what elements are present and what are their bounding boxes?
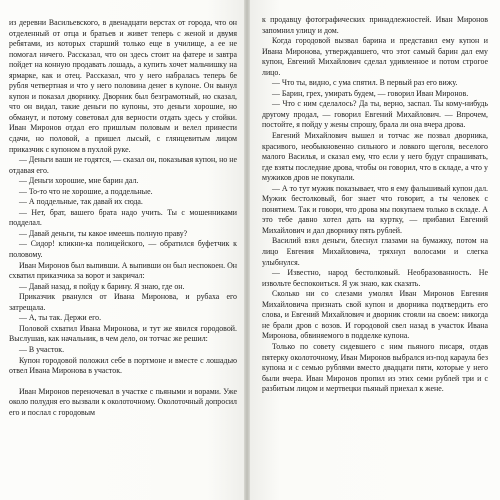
paragraph: Когда городовой вызвал барина и представил ему купон и Ивана Миронова, утверждавшего, что этот самый барин дал ему купон, Евгений Михайлович сделал удивленное и потом строгое лицо. xyxy=(262,36,488,77)
paragraph: — А, ты так. Держи его. xyxy=(19,313,102,323)
paragraph: Приказчик рванулся от Ивана Миронова, и рубаха его затрещала. xyxy=(9,292,237,312)
paragraph: — Деньги ваши не годятся, — сказал он, показывая купон, но не отдавая его. xyxy=(9,155,237,175)
paragraph: — Известно, народ бестолковый. Необразованность. Не извольте беспокоиться. Я уж знаю, как сказать. xyxy=(262,268,488,288)
paragraph: — Что ты, видно, с ума спятил. В первый раз его вижу. xyxy=(272,78,458,88)
paragraph: Купон городовой положил себе в портмоне и вместе с лошадью отвел Ивана Миронова в участок. xyxy=(9,355,237,376)
paragraph: Евгений Михайлович вышел и тотчас же позвал дворника, красивого, необыкновенно сильного и ловкого щеголя, веселого малого Василья, и сказал ему, что если у него будут спрашивать, где взяты последние дрова, чтобы он говорил, что в складе, а что у мужиков дров не покупали. xyxy=(262,131,488,183)
paragraph: Только по совету сидевшего с ним пьяного писаря, отдав пятерку околоточному, Иван Миронов выбрался из-под караула без купона и с семью рублями вместо двадцати пяти, которые у него были вчера. Иван Миронов пропил из этих семи рублей три и с разбитым лицом и мертвецки пьяный приехал к жене. xyxy=(262,341,488,394)
paragraph: из деревни Васильевского, в двенадцати верстах от города, что он отделенный от отца и братьев и живет теперь с женой и двумя ребятами, из которых старший только еще в училище, а ее не помогал ничего. Рассказал, что он здесь стоит на фатере и завтра пойдет на конную продавать лошадь, а купить хочет мальчишку на ярмарке, как и отец. Рассказал, что у него набралась теперь бе рубля четвертная и что у него половина денег в купоне. Он вынул купон и показал дворнику. Дворник был безграмотный, но сказал, что он видал, такие деньги по купоны, это деньги хорошие, но обманут, и потому советовал для верности отдать здесь у стойки. Иван Миронов отдал его пришлым половым и велел принести сдачи, но половой, а пришел лысый, с глянцевитым лицом приказчик с купоном в пухлой руке. xyxy=(9,18,237,154)
right-page-text xyxy=(262,15,488,395)
paragraph: Половой схватил Ивана Миронова, и тут же явился городовой. Выслушав, как начальник, в чем дело, он тотчас же решил: xyxy=(9,323,237,344)
paragraph: — Нет, брат, вашего брата надо учить. Ты с мошенниками подделал. xyxy=(9,207,237,228)
paragraph: к продавцу фотографических принадлежностей. Иван Миронов запомнил улицу и дом. xyxy=(262,15,488,35)
right-page xyxy=(250,0,500,500)
paragraph: — Барин, грех, умирать будем, — говорил Иван Миронов. xyxy=(272,88,469,98)
paragraph: — А то тут мужик показывает, что я ему фальшивый купон дал. Мужик бестолковый, бог знает что говорит, а ты человек с понятием. Так и говори, что дрова мы покупаем только в складе. А это тебе давно хотел дать на куртку, — прибавил Евгений Михайлович и дал дворнику пять рублей. xyxy=(262,183,488,235)
paragraph: Сколько ни со слезами умолял Иван Миронов Евгения Михайловича признать свой купон и дворника подтвердить его слова, и Евгений Михайлович и дворник стояли на своем: никогда не брали дров с возов. И городовой свел назад в участок Ивана Миронова, обвиняемого в подделке купона. xyxy=(262,289,488,341)
paragraph: — То-то что не хорошие, а поддельные. xyxy=(19,186,153,196)
paragraph: — Давай назад, я пойду к барину. Я знаю, где он. xyxy=(19,281,185,291)
paragraph: Василий взял деньги, блеснул глазами на бумажку, потом на лицо Евгения Михайловича, тряхнул волосами и слегка улыбнулся. xyxy=(262,236,488,267)
paragraph: Иван Миронов переночевал в участке с пьяными и ворами. Уже около полудня его вызвали к околоточному. Околоточный допросил его и послал с городовым xyxy=(9,386,237,417)
paragraph: — Давай деньги, ты какое имеешь полную праву? xyxy=(19,228,188,238)
left-page xyxy=(0,0,244,500)
paragraph: Иван Миронов был выпивши. А выпивши он был неспокоен. Он схватил приказчика за ворот и закричал: xyxy=(9,260,237,281)
paragraph: — Что с ним сделалось? Да ты, верно, заспал. Ты кому-нибудь другому продал, — говорил Евгений Михайлович. — Впрочем, постойте, я пойду у жены спрошу, брала ли она вчера дрова. xyxy=(262,99,488,130)
paragraph: — В участок. xyxy=(19,344,65,354)
paragraph: — Сидор! кликни-ка полицейского, — обратился буфетчик к половому. xyxy=(9,239,237,260)
paragraph: — А поддельные, так давай их сюда. xyxy=(19,197,143,207)
paragraph: — Деньги хорошие, мне барин дал. xyxy=(19,176,139,186)
left-page-text xyxy=(9,18,237,418)
